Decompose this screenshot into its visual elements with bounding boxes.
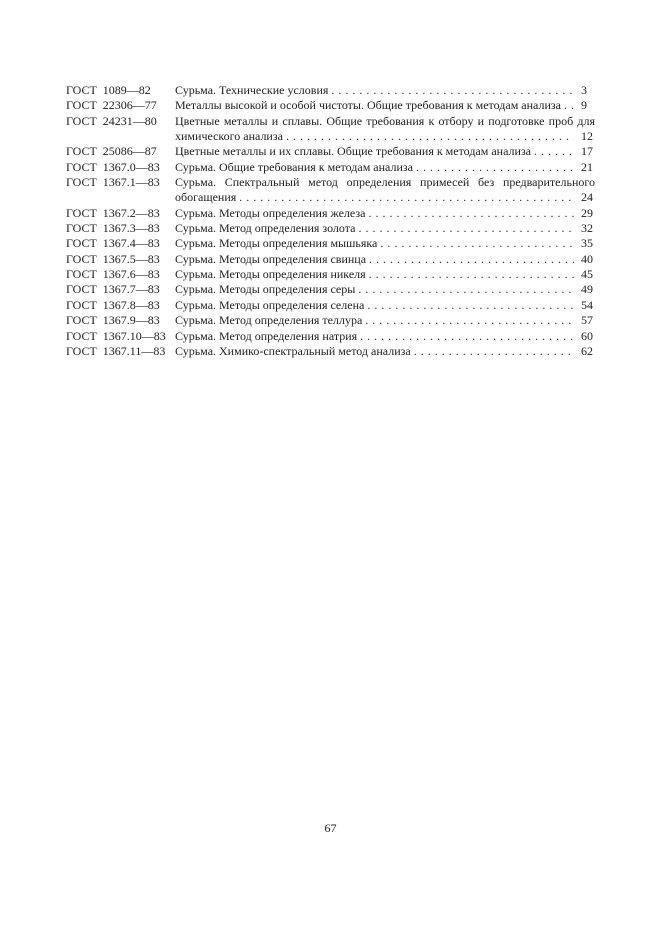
toc-entry <box>66 236 595 251</box>
entry-page-ref: 21 <box>581 159 593 174</box>
entry-page-ref: 32 <box>581 221 593 236</box>
entry-cell <box>175 236 595 251</box>
entry-cell <box>175 114 595 145</box>
entry-page-ref: 54 <box>581 297 593 312</box>
entry-cell <box>175 98 595 113</box>
entry-title: Сурьма. Метод определения золота <box>175 221 356 236</box>
dot-leader <box>358 282 574 297</box>
dot-leader <box>360 329 574 344</box>
entry-cell <box>175 329 595 344</box>
dot-leader <box>239 190 574 205</box>
entry-page-ref: 57 <box>581 313 593 328</box>
dot-leader <box>564 98 574 113</box>
gost-designation: ГОСТ 1367.3—83 <box>66 221 160 236</box>
toc-entry <box>66 175 595 206</box>
gost-designation: ГОСТ 1367.4—83 <box>66 236 160 251</box>
entry-page-ref: 12 <box>581 129 593 144</box>
gost-designation: ГОСТ 1367.8—83 <box>66 297 160 312</box>
entry-title: Цветные металлы и их сплавы. Общие требования к методам анализа <box>175 144 532 159</box>
entry-title: Сурьма. Технические условия <box>175 83 329 97</box>
entry-cell <box>175 344 595 359</box>
entry-cell <box>175 175 595 206</box>
entry-page-ref: 35 <box>581 236 593 251</box>
toc-entry <box>66 282 595 297</box>
entry-page-ref: 9 <box>581 98 587 113</box>
toc-entry <box>66 298 595 313</box>
page-footer <box>0 821 661 836</box>
entry-title-line1: Сурьма. Спектральный метод определения примесей без предварительного <box>175 175 595 190</box>
entry-cell <box>175 144 595 159</box>
dot-leader <box>331 83 574 98</box>
toc-entry <box>66 206 595 221</box>
dot-leader <box>286 129 574 144</box>
gost-designation: ГОСТ 22306—77 <box>66 98 157 113</box>
entry-page-ref: 45 <box>581 267 593 282</box>
entry-cell <box>175 298 595 313</box>
entry-cell <box>175 206 595 221</box>
gost-designation: ГОСТ 1367.2—83 <box>66 205 160 220</box>
entry-title: Сурьма. Методы определения железа <box>175 205 366 220</box>
toc-entry <box>66 313 595 328</box>
gost-designation: ГОСТ 1367.1—83 <box>66 175 160 190</box>
entry-page-ref: 24 <box>581 190 593 205</box>
entry-title: Сурьма. Методы определения мышьяка <box>175 236 378 251</box>
toc-entry <box>66 114 595 145</box>
dot-leader <box>368 206 574 221</box>
dot-leader <box>358 221 574 236</box>
entry-cell <box>175 267 595 282</box>
entry-title-line2: обогащения <box>175 190 237 205</box>
entry-page-ref: 29 <box>581 205 593 220</box>
entry-title: Металлы высокой и особой чистоты. Общие требования к методам анализа <box>175 98 561 113</box>
gost-designation: ГОСТ 1367.9—83 <box>66 313 160 328</box>
table-of-contents <box>66 83 595 359</box>
entry-title: Сурьма. Метод определения теллура <box>175 313 363 328</box>
entry-cell <box>175 221 595 236</box>
toc-entry <box>66 160 595 175</box>
toc-entry <box>66 267 595 282</box>
entry-title: Сурьма. Методы определения селена <box>175 297 365 312</box>
gost-designation: ГОСТ 1367.6—83 <box>66 267 160 282</box>
dot-leader <box>380 236 574 251</box>
entry-title: Сурьма. Методы определения свинца <box>175 251 367 266</box>
gost-designation: ГОСТ 1367.0—83 <box>66 159 160 174</box>
entry-title-line2: химического анализа <box>175 129 283 144</box>
gost-designation: ГОСТ 24231—80 <box>66 113 157 128</box>
footer-page-number: 67 <box>324 821 337 835</box>
entry-title: Сурьма. Химико-спектральный метод анализа <box>175 343 411 358</box>
entry-title: Сурьма. Методы определения никеля <box>175 267 366 282</box>
dot-leader <box>534 144 574 159</box>
toc-entry <box>66 144 595 159</box>
gost-designation: ГОСТ 1089—82 <box>66 83 151 97</box>
gost-designation: ГОСТ 1367.5—83 <box>66 251 160 266</box>
entry-page-ref: 40 <box>581 251 593 266</box>
dot-leader <box>414 344 574 359</box>
entry-page-ref: 17 <box>581 144 593 159</box>
entry-title: Сурьма. Общие требования к методам анализа <box>175 159 413 174</box>
dot-leader <box>369 267 574 282</box>
entry-page-ref: 60 <box>581 328 593 343</box>
toc-entry <box>66 221 595 236</box>
entry-cell <box>175 282 595 297</box>
dot-leader <box>367 298 574 313</box>
gost-designation: ГОСТ 1367.10—83 <box>66 328 166 343</box>
entry-cell <box>175 160 595 175</box>
toc-entry <box>66 329 595 344</box>
entry-cell <box>175 313 595 328</box>
entry-cell <box>175 252 595 267</box>
entry-title-line1: Цветные металлы и сплавы. Общие требования к отбору и подготовке проб для <box>175 113 595 128</box>
entry-cell <box>175 83 595 98</box>
toc-entry <box>66 344 595 359</box>
gost-designation: ГОСТ 1367.11—83 <box>66 343 166 358</box>
dot-leader <box>365 313 574 328</box>
entry-page-ref: 3 <box>581 83 587 97</box>
entry-page-ref: 49 <box>581 282 593 297</box>
toc-entry <box>66 98 595 113</box>
toc-entry <box>66 83 595 98</box>
dot-leader <box>369 252 574 267</box>
entry-page-ref: 62 <box>581 343 593 358</box>
entry-title: Сурьма. Метод определения натрия <box>175 328 358 343</box>
toc-entry <box>66 252 595 267</box>
dot-leader <box>416 160 574 175</box>
gost-designation: ГОСТ 25086—87 <box>66 144 157 159</box>
entry-title: Сурьма. Методы определения серы <box>175 282 356 297</box>
gost-designation: ГОСТ 1367.7—83 <box>66 282 160 297</box>
